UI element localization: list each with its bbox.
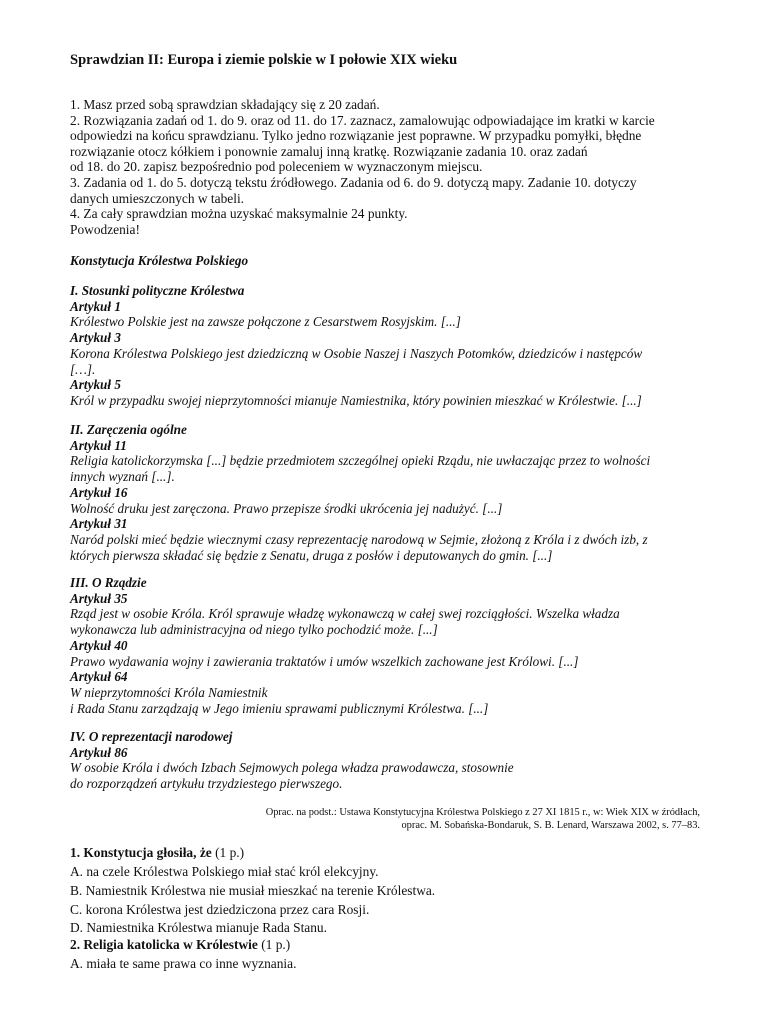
section-4 <box>70 729 730 792</box>
instruction-line: 2. Rozwiązania zadań od 1. do 9. oraz od 11. do 17. zaznacz, zamalowując odpowiadające im kratki w karcie <box>70 112 655 128</box>
article-label: Artykuł 86 <box>70 744 128 760</box>
article-text: innych wyznań [...]. <box>70 469 175 485</box>
answer-option[interactable]: A. na czele Królestwa Polskiego miał stać król elekcyjny. <box>70 864 379 879</box>
answer-option[interactable]: D. Namiestnika Królestwa mianuje Rada Stanu. <box>70 920 327 935</box>
question-2 <box>70 935 296 973</box>
source-title: Konstytucja Królestwa Polskiego <box>70 253 249 268</box>
article-text: […]. <box>70 361 96 377</box>
article-text: Wolność druku jest zaręczona. Prawo przepisze środki ukrócenia jej nadużyć. [...] <box>70 500 503 516</box>
question-points: (1 p.) <box>261 937 291 952</box>
article-text: i Rada Stanu zarządzają w Jego imieniu sprawami publicznymi Królestwa. [...] <box>70 700 489 716</box>
section-heading: III. O Rządzie <box>70 575 147 590</box>
instruction-line: 1. Masz przed sobą sprawdzian składający się z 20 zadań. <box>70 97 380 112</box>
question-prompt: 1. Konstytucja głosiła, że <box>70 845 212 860</box>
section-3 <box>70 575 730 716</box>
article-text: Prawo wydawania wojny i zawierania traktatów i umów wszelkich zachowane jest Królowi. [...] <box>70 653 579 669</box>
article-label: Artykuł 11 <box>70 437 127 453</box>
article-text: Królestwo Polskie jest na zawsze połączone z Cesarstwem Rosyjskim. [...] <box>70 314 461 330</box>
source-citation: Oprac. na podst.: Ustawa Konstytucyjna Królestwa Polskiego z 27 XI 1815 r., w: Wiek XIX w źródłach, oprac. M. Sobańska-Bondaruk, S. B. Lenard, Warszawa 2002, s. 77–83. <box>265 807 700 832</box>
article-label: Artykuł 5 <box>70 377 121 393</box>
page-title: Sprawdzian II: Europa i ziemie polskie w I połowie XIX wieku <box>70 52 458 68</box>
article-label: Artykuł 35 <box>70 590 128 606</box>
instructions <box>70 97 710 237</box>
instruction-line: 4. Za cały sprawdzian można uzyskać maksymalnie 24 punkty. <box>70 206 408 222</box>
section-1 <box>70 283 730 409</box>
section-2 <box>70 422 730 563</box>
article-label: Artykuł 3 <box>70 330 121 346</box>
section-heading: II. Zaręczenia ogólne <box>70 422 187 437</box>
answer-option[interactable]: A. miała te same prawa co inne wyznania. <box>70 956 297 971</box>
article-text: W osobie Króla i dwóch Izbach Sejmowych polega władza prawodawcza, stosownie <box>70 760 514 776</box>
article-text: wykonawcza lub administracyjna od niego tylko pochodzić może. [...] <box>70 622 438 638</box>
article-label: Artykuł 40 <box>70 637 128 653</box>
instruction-line: od 18. do 20. zapisz bezpośrednio pod poleceniem w wyznaczonym miejscu. <box>70 159 483 175</box>
answer-option[interactable]: B. Namiestnik Królestwa nie musiał mieszkać na terenie Królestwa. <box>70 883 436 898</box>
article-label: Artykuł 1 <box>70 298 121 314</box>
instruction-line: rozwiązanie otocz kółkiem i ponownie zamaluj inną kratkę. Rozwiązanie zadania 10. oraz zadań <box>70 143 588 159</box>
article-text: Korona Królestwa Polskiego jest dziedziczną w Osobie Naszej i Naszych Potomków, dziedziców i następców <box>70 345 643 361</box>
article-text: Rząd jest w osobie Króla. Król sprawuje władzę wykonawczą w całej swej rozciągłości. Wszelka władza <box>70 606 620 622</box>
article-text: Król w przypadku swojej nieprzytomności mianuje Namiestnika, który powinien mieszkać w Królestwie. [...] <box>70 392 642 408</box>
article-text: W nieprzytomności Króla Namiestnik <box>70 684 268 700</box>
instruction-line: odpowiedzi na końcu sprawdzianu. Tylko jedno rozwiązanie jest poprawne. W przypadku pomyłki, błędne <box>70 128 642 144</box>
question-points: (1 p.) <box>215 845 245 860</box>
article-text: do rozporządzeń artykułu trzydziestego pierwszego. <box>70 776 343 792</box>
article-text: Religia katolickorzymska [...] będzie przedmiotem szczególnej opieki Rządu, nie uwłaczając przez to wolności <box>70 453 651 469</box>
section-heading: IV. O reprezentacji narodowej <box>70 729 233 744</box>
article-text: Naród polski mieć będzie wiecznymi czasy reprezentację narodową w Sejmie, złożoną z Króla i z dwóch izb, z <box>70 531 648 547</box>
instruction-line: danych umieszczonych w tabeli. <box>70 190 245 206</box>
instruction-line: 3. Zadania od 1. do 5. dotyczą tekstu źródłowego. Zadania od 6. do 9. dotyczą mapy. Zadanie 10. dotyczy <box>70 174 637 190</box>
article-label: Artykuł 64 <box>70 669 128 685</box>
section-heading: I. Stosunki polityczne Królestwa <box>70 283 245 298</box>
answer-option[interactable]: C. korona Królestwa jest dziedziczona przez cara Rosji. <box>70 902 370 917</box>
article-label: Artykuł 31 <box>70 516 128 532</box>
instruction-line: Powodzenia! <box>70 221 140 237</box>
question-1 <box>70 843 435 936</box>
article-label: Artykuł 16 <box>70 484 128 500</box>
question-prompt: 2. Religia katolicka w Królestwie <box>70 937 258 952</box>
article-text: których pierwsza składać się będzie z Senatu, druga z posłów i deputowanych do gmin. [...] <box>70 547 553 563</box>
